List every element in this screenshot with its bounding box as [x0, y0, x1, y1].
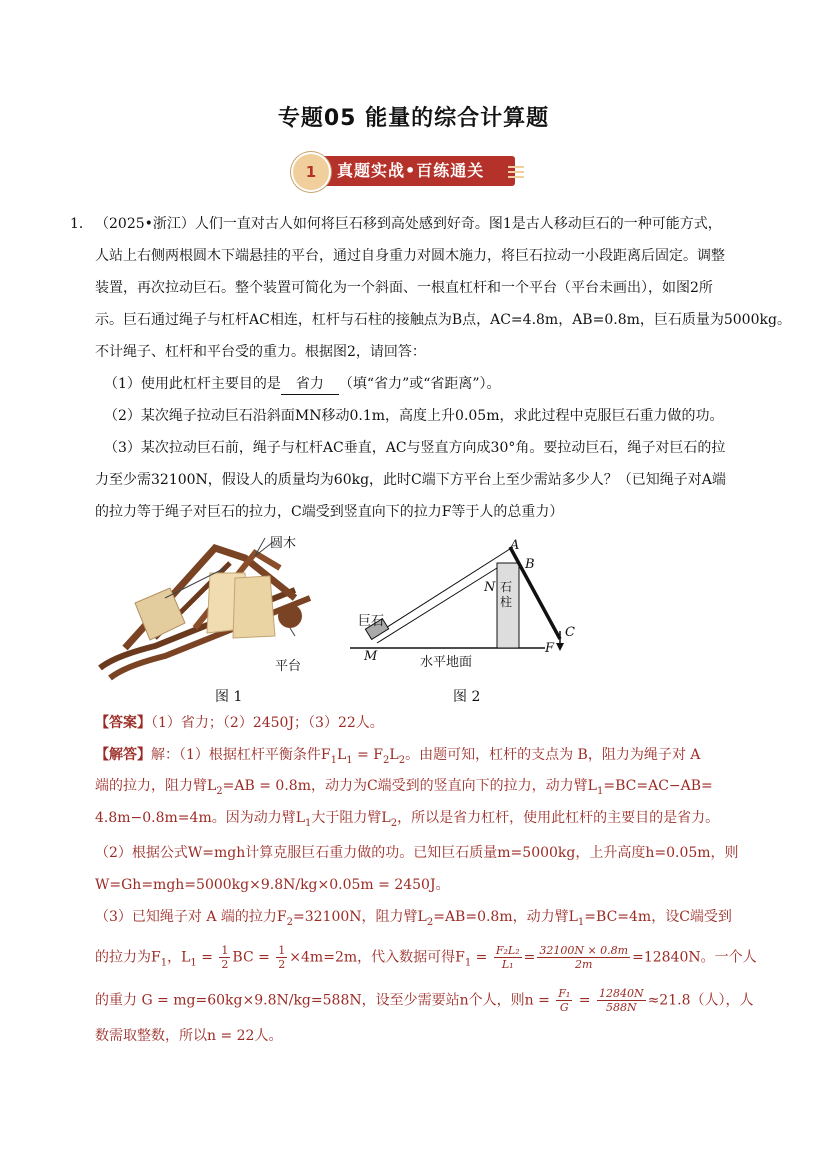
solution-text: =12840N。一个人: [632, 949, 757, 966]
solution-text: =: [574, 992, 595, 1009]
figure-2-point-c: C: [565, 625, 575, 640]
solution-text: =BC=AC−AB=: [603, 778, 713, 794]
figure-2-point-a: A: [510, 538, 520, 553]
sub-question-3-line: 力至少需32100N，假设人的质量均为60kg，此时C端下方平台上至少需站多少人？（已知绳子对A端: [95, 472, 726, 488]
answer-tag: 【答案】: [95, 715, 151, 731]
solution-text: 4.8m−0.8m=4m。因为动力臂L: [95, 810, 306, 826]
solution-text: =32100N，阻力臂L: [293, 909, 427, 925]
subscript: 1: [464, 957, 472, 969]
solution-text: =: [523, 949, 536, 966]
solution-line-5: W=Gh=mgh=5000kg×9.8N/kg×0.05m = 2450J。: [95, 877, 450, 893]
question-stem-line: 示。巨石通过绳子与杠杆AC相连，杠杆与石柱的接触点为B点，AC=4.8m，AB=0.8m，巨石质量为5000kg。: [95, 312, 791, 328]
solution-text: =BC=4m，设C端受到: [584, 909, 732, 925]
subscript: 1: [577, 916, 585, 928]
answer-text: （1）省力；（2）2450J；（3）22人。: [151, 715, 384, 731]
subscript: 2: [398, 754, 406, 766]
page-title: 专题05 能量的综合计算题: [277, 106, 550, 131]
fraction: $\frac{32100N \times 0.8m}{2m}$: [539, 944, 629, 971]
subscript: 2: [390, 817, 398, 829]
fraction: $\frac{12840N}{588N}$: [598, 987, 644, 1014]
solution-text: =AB = 0.8m，动力为C端受到的竖直向下的拉力，动力臂L: [222, 778, 597, 794]
solution-line-1: [95, 745, 700, 771]
sub-question-1-hint: （填“省力”或“省距离”）。: [338, 376, 501, 392]
subscript: 2: [216, 785, 223, 797]
subscript: 2: [286, 916, 294, 928]
solution-line-8: [95, 987, 753, 1014]
solution-text: 端的拉力，阻力臂L: [95, 778, 217, 794]
subscript: 2: [383, 754, 390, 766]
sub-question-3-line: 的拉力等于绳子对巨石的拉力，C端受到竖直向下的拉力F等于人的总重力）: [95, 504, 564, 520]
solution-line-4: （2）根据公式W=mgh计算克服巨石重力做的功。已知巨石质量m=5000kg，上升高度h=0.05m，则: [95, 845, 739, 861]
figure-2-point-b: B: [525, 557, 535, 572]
solution-text: 解：（1）根据杠杆平衡条件F: [151, 747, 331, 763]
subscript: 1: [346, 754, 353, 766]
fraction: $\frac{\text{F₂L₂}}{\text{L₁}}$: [495, 944, 520, 971]
solution-text: =AB=0.8m，动力臂L: [433, 909, 578, 925]
question-stem-line: （2025•浙江）人们一直对古人如何将巨石移到高处感到好奇。图1是古人移动巨石的一种可能方式，: [95, 216, 722, 232]
solution-text: L: [337, 747, 347, 763]
solution-line-3: [95, 808, 719, 834]
subscript: 1: [190, 957, 197, 969]
subscript: 1: [330, 754, 337, 766]
solution-line-9: 数需取整数，所以n = 22人。: [95, 1028, 283, 1044]
solution-text: =: [196, 949, 218, 966]
section-banner: [291, 152, 531, 190]
solution-text: ，所以是省力杠杆，使用此杠杆的主要目的是省力。: [397, 810, 720, 826]
subscript: 1: [160, 957, 168, 969]
solution-text: （3）已知绳子对 A 端的拉力F: [95, 909, 287, 925]
sub-question-2: （2）某次绳子拉动巨石沿斜面MN移动0.1m，高度上升0.05m，求此过程中克服巨石重力做的功。: [104, 408, 724, 424]
answer-blank: 省力: [281, 374, 339, 395]
solution-text: 大于阻力臂L: [311, 810, 391, 826]
solution-text: 的拉力为F: [95, 949, 161, 966]
figure-2-point-f: F: [545, 641, 555, 656]
solution-line-2: [95, 776, 713, 802]
banner-label: 真题实战•百练通关: [337, 161, 485, 180]
banner-decoration-icon: [508, 166, 524, 181]
sub-question-1: [104, 374, 501, 395]
banner-number: 1: [305, 163, 317, 181]
subscript: 2: [426, 916, 434, 928]
solution-text: =: [471, 949, 492, 966]
solution-text: = F: [352, 747, 384, 763]
fraction: $\frac{\text{F₁}}{G}$: [558, 987, 571, 1014]
solution-text: L: [389, 747, 399, 763]
subscript: 1: [305, 817, 312, 829]
figure-2-point-n: N: [484, 580, 496, 595]
solution-text: BC =: [232, 949, 275, 966]
figure-2-label-stone: 巨石: [358, 614, 385, 629]
fraction: $\frac{1}{2}$: [221, 944, 229, 971]
figure-1-caption: 图 1: [215, 689, 243, 705]
subscript: 1: [596, 785, 604, 797]
question-stem-line: 装置，再次拉动巨石。整个装置可简化为一个斜面、一根直杠杆和一个平台（平台未画出），如图2所: [95, 280, 713, 296]
solution-text: ≈21.8（人），人: [647, 992, 754, 1009]
figure-2-label-ground: 水平地面: [420, 655, 473, 670]
figure-1-label-platform: 平台: [275, 659, 302, 674]
figure-2-label-pillar: 石柱: [500, 580, 513, 609]
sub-question-1-text: （1）使用此杠杆主要目的是: [104, 376, 281, 392]
sub-question-3-line: （3）某次拉动巨石前，绳子与杠杆AC垂直，AC与竖直方向成30°角。要拉动巨石，绳子对巨石的拉: [104, 440, 726, 456]
solution-text: 。由题可知，杠杆的支点为 B，阻力为绳子对 A: [405, 747, 701, 763]
figure-2-caption: 图 2: [453, 689, 481, 705]
question-number: 1．: [70, 216, 93, 232]
solution-tag: 【解答】: [95, 747, 151, 763]
fraction: $\frac{1}{2}$: [278, 944, 286, 971]
solution-line-6: [95, 907, 732, 933]
figure-1-label-logs: 圆木: [270, 536, 297, 551]
solution-text: ×4m=2m，代入数据可得F: [289, 949, 465, 966]
solution-text: 的重力 G = mg=60kg×9.8N/kg=588N，设至少需要站n个人，则n =: [95, 992, 555, 1009]
answer-line: [95, 713, 384, 733]
figure-2-point-m: M: [364, 649, 378, 664]
solution-line-7: [95, 944, 757, 976]
solution-text: ，L: [167, 949, 191, 966]
question-stem-line: 不计绳子、杠杆和平台受的重力。根据图2，请回答：: [95, 344, 426, 360]
question-stem-line: 人站上右侧两根圆木下端悬挂的平台，通过自身重力对圆木施力，将巨石拉动一小段距离后固定。调整: [95, 248, 725, 264]
